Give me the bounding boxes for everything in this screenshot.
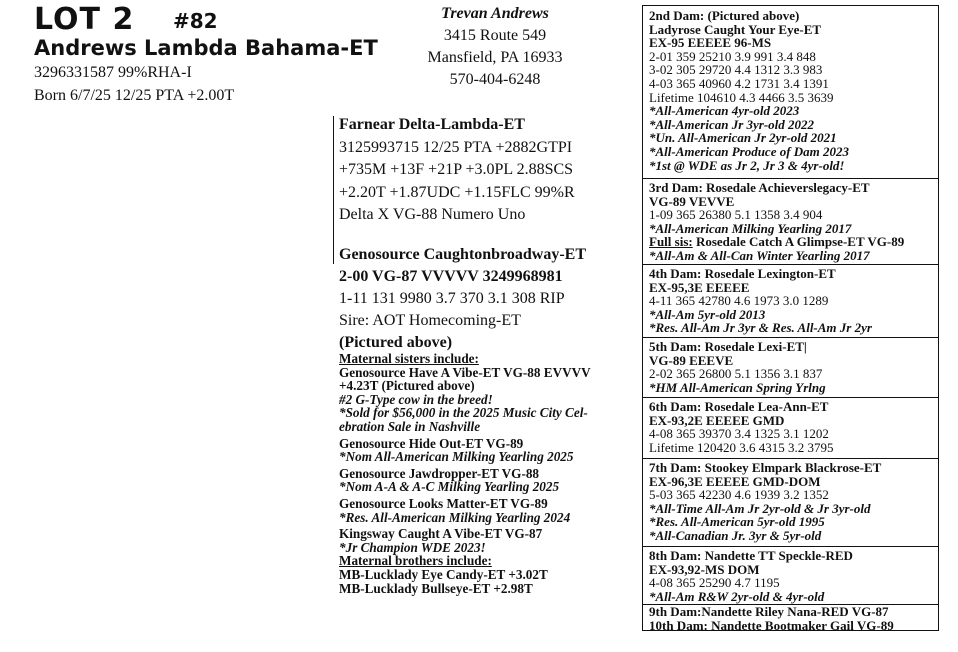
sister-note: ebration Sale in Nashville bbox=[339, 418, 481, 434]
sister-name: Kingsway Caught A Vibe-ET VG-87 bbox=[339, 526, 543, 542]
consignor-block bbox=[380, 3, 610, 91]
dam-heading: 9th Dam:Nandette Riley Nana-RED VG-87 bbox=[649, 604, 889, 619]
dam-heading: 10th Dam: Nandette Bootmaker Gail VG-89 bbox=[649, 617, 894, 633]
dam-award: *HM All-American Spring Yrlng bbox=[649, 379, 826, 395]
sire-name: Farnear Delta-Lambda-ET bbox=[339, 116, 525, 133]
sister-name: Genosource Hide Out-ET VG-89 bbox=[339, 435, 524, 451]
dam-heading: 2nd Dam: (Pictured above) bbox=[649, 8, 800, 23]
consignor-city: Mansfield, PA 16933 bbox=[427, 49, 563, 66]
dam-record: 5-03 365 42230 4.6 1939 3.2 1352 bbox=[649, 487, 829, 503]
lot-number: #82 bbox=[173, 9, 218, 33]
dam-section-7 bbox=[649, 461, 881, 543]
dam-heading: 8th Dam: Nandette TT Speckle-RED bbox=[649, 548, 853, 563]
sister-note: *Jr Champion WDE 2023! bbox=[339, 539, 486, 555]
dam-record: 2-02 365 26800 5.1 1356 3.1 837 bbox=[649, 366, 823, 382]
sister-name: Genosource Jawdropper-ET VG-88 bbox=[339, 465, 540, 481]
dam-award: *All-Am & All-Can Winter Yearling 2017 bbox=[649, 247, 870, 263]
dam-award: *1st @ WDE as Jr 2, Jr 3 & 4yr-old! bbox=[649, 157, 845, 173]
brothers-header: Maternal brothers include: bbox=[339, 553, 492, 569]
siblings-block bbox=[339, 352, 591, 595]
dam-score: 2-00 VG-87 VVVVV 3249968981 bbox=[339, 268, 563, 285]
full-sister bbox=[649, 235, 904, 249]
dam-award: *All-Canadian Jr. 3yr & 5yr-old bbox=[649, 527, 822, 543]
section-divider bbox=[643, 546, 938, 547]
dam-block bbox=[339, 244, 586, 354]
dam-award: *All-American Produce of Dam 2023 bbox=[649, 143, 850, 159]
animal-name: Andrews Lambda Bahama-ET bbox=[34, 36, 378, 60]
pedigree-box bbox=[642, 5, 939, 631]
dam-section-4 bbox=[649, 267, 872, 335]
section-divider bbox=[643, 458, 938, 459]
dam-heading: EX-95 EEEEE 96-MS bbox=[649, 35, 772, 51]
sister-note: #2 G-Type cow in the breed! bbox=[339, 391, 493, 407]
dam-section-3 bbox=[649, 181, 904, 263]
dam-record: 4-03 365 40960 4.2 1731 3.4 1391 bbox=[649, 75, 829, 91]
dam-heading: EX-93,92-MS DOM bbox=[649, 561, 760, 577]
sister-name: Genosource Have A Vibe-ET VG-88 EVVVV bbox=[339, 364, 591, 380]
dam-heading: 5th Dam: Rosedale Lexi-ET| bbox=[649, 339, 807, 354]
full-sister-label: Full sis: bbox=[649, 234, 693, 250]
full-sister-name: Rosedale Catch A Glimpse-ET VG-89 bbox=[692, 234, 905, 250]
brother-name: MB-Lucklady Eye Candy-ET +3.02T bbox=[339, 566, 548, 582]
dam-heading: VG-89 EEEVE bbox=[649, 352, 734, 368]
dam-section-5 bbox=[649, 340, 826, 394]
sister-note: *Res. All-American Milking Yearling 2024 bbox=[339, 509, 571, 525]
brother-name: MB-Lucklady Bullseye-ET +2.98T bbox=[339, 580, 533, 596]
section-divider bbox=[643, 264, 938, 265]
dam-award: *Un. All-American Jr 2yr-old 2021 bbox=[649, 130, 837, 146]
dam-award: *All-Time All-Am Jr 2yr-old & Jr 3yr-old bbox=[649, 500, 871, 516]
sire-line: +2.20T +1.87UDC +1.15FLC 99%R bbox=[339, 183, 575, 201]
dam-section-8 bbox=[649, 549, 853, 603]
consignor-phone: 570-404-6248 bbox=[449, 71, 541, 88]
dam-heading: 7th Dam: Stookey Elmpark Blackrose-ET bbox=[649, 460, 882, 475]
dam-section-6 bbox=[649, 400, 834, 454]
pedigree-bracket bbox=[333, 116, 334, 264]
dam-award: *Res. All-Am Jr 3yr & Res. All-Am Jr 2yr bbox=[649, 320, 872, 336]
sire-block bbox=[339, 114, 575, 227]
dam-record: 4-08 365 39370 3.4 1325 3.1 1202 bbox=[649, 426, 829, 442]
sisters-header: Maternal sisters include: bbox=[339, 351, 479, 366]
sister-note: *Nom A-A & A-C Milking Yearling 2025 bbox=[339, 479, 560, 495]
dam-heading: EX-93,2E EEEEE GMD bbox=[649, 412, 785, 428]
sister-note: *Sold for $56,000 in the 2025 Music City Cel- bbox=[339, 405, 588, 421]
dam-pictured: (Pictured above) bbox=[339, 334, 453, 351]
dam-record: 2-01 359 25210 3.9 991 3.4 848 bbox=[649, 48, 816, 64]
dam-award: *All-Am 5yr-old 2013 bbox=[649, 306, 766, 322]
dam-record: 1-09 365 26380 5.1 1358 3.4 904 bbox=[649, 207, 823, 223]
dam-award: *All-American Jr 3yr-old 2022 bbox=[649, 116, 815, 132]
dam-record: Lifetime 104610 4.3 4466 3.5 3639 bbox=[649, 89, 834, 105]
dam-record: Lifetime 120420 3.6 4315 3.2 3795 bbox=[649, 439, 834, 455]
dam-award: *All-American Milking Yearling 2017 bbox=[649, 220, 852, 236]
section-divider bbox=[643, 178, 938, 179]
dam-award: *All-Am R&W 2yr-old & 4yr-old bbox=[649, 588, 825, 604]
consignor-name: Trevan Andrews bbox=[441, 5, 549, 22]
consignor-address: 3415 Route 549 bbox=[443, 27, 547, 44]
dam-award: *All-American 4yr-old 2023 bbox=[649, 103, 800, 119]
sire-line: +735M +13F +21P +3.0PL 2.88SCS bbox=[339, 161, 574, 178]
dam-heading: EX-96,3E EEEEE GMD-DOM bbox=[649, 473, 821, 489]
dam-name: Genosource Caughtonbroadway-ET bbox=[339, 246, 586, 263]
dam-sire: Sire: AOT Homecoming-ET bbox=[339, 312, 521, 329]
dam-award: *Res. All-American 5yr-old 1995 bbox=[649, 514, 825, 530]
dam-record: 4-08 365 25290 4.7 1195 bbox=[649, 575, 780, 591]
dam-section-9-10 bbox=[649, 605, 894, 632]
lot-label: LOT 2 bbox=[34, 2, 135, 37]
registration-line: 3296331587 99%RHA-I bbox=[34, 64, 192, 81]
sister-name: Genosource Looks Matter-ET VG-89 bbox=[339, 495, 548, 511]
sister-note: *Nom All-American Milking Yearling 2025 bbox=[339, 449, 574, 465]
dam-heading: Ladyrose Caught Your Eye-ET bbox=[649, 21, 822, 37]
sire-line: 3125993715 12/25 PTA +2882GTPI bbox=[339, 138, 573, 156]
dam-heading: 6th Dam: Rosedale Lea-Ann-ET bbox=[649, 399, 829, 414]
section-divider bbox=[643, 397, 938, 398]
dam-heading: EX-95,3E EEEEE bbox=[649, 279, 750, 295]
section-divider bbox=[643, 337, 938, 338]
dam-heading: VG-89 VEVVE bbox=[649, 193, 735, 209]
dam-heading: 4th Dam: Rosedale Lexington-ET bbox=[649, 266, 836, 281]
born-line: Born 6/7/25 12/25 PTA +2.00T bbox=[34, 87, 235, 104]
dam-heading: 3rd Dam: Rosedale Achieverslegacy-ET bbox=[649, 180, 870, 195]
dam-section-2 bbox=[649, 9, 849, 172]
sire-line: Delta X VG-88 Numero Uno bbox=[339, 206, 526, 223]
dam-record: 1-11 131 9980 3.7 370 3.1 308 RIP bbox=[339, 290, 565, 307]
sister-extra: +4.23T (Pictured above) bbox=[339, 378, 475, 394]
dam-record: 4-11 365 42780 4.6 1973 3.0 1289 bbox=[649, 293, 829, 309]
dam-record: 3-02 305 29720 4.4 1312 3.3 983 bbox=[649, 62, 823, 78]
